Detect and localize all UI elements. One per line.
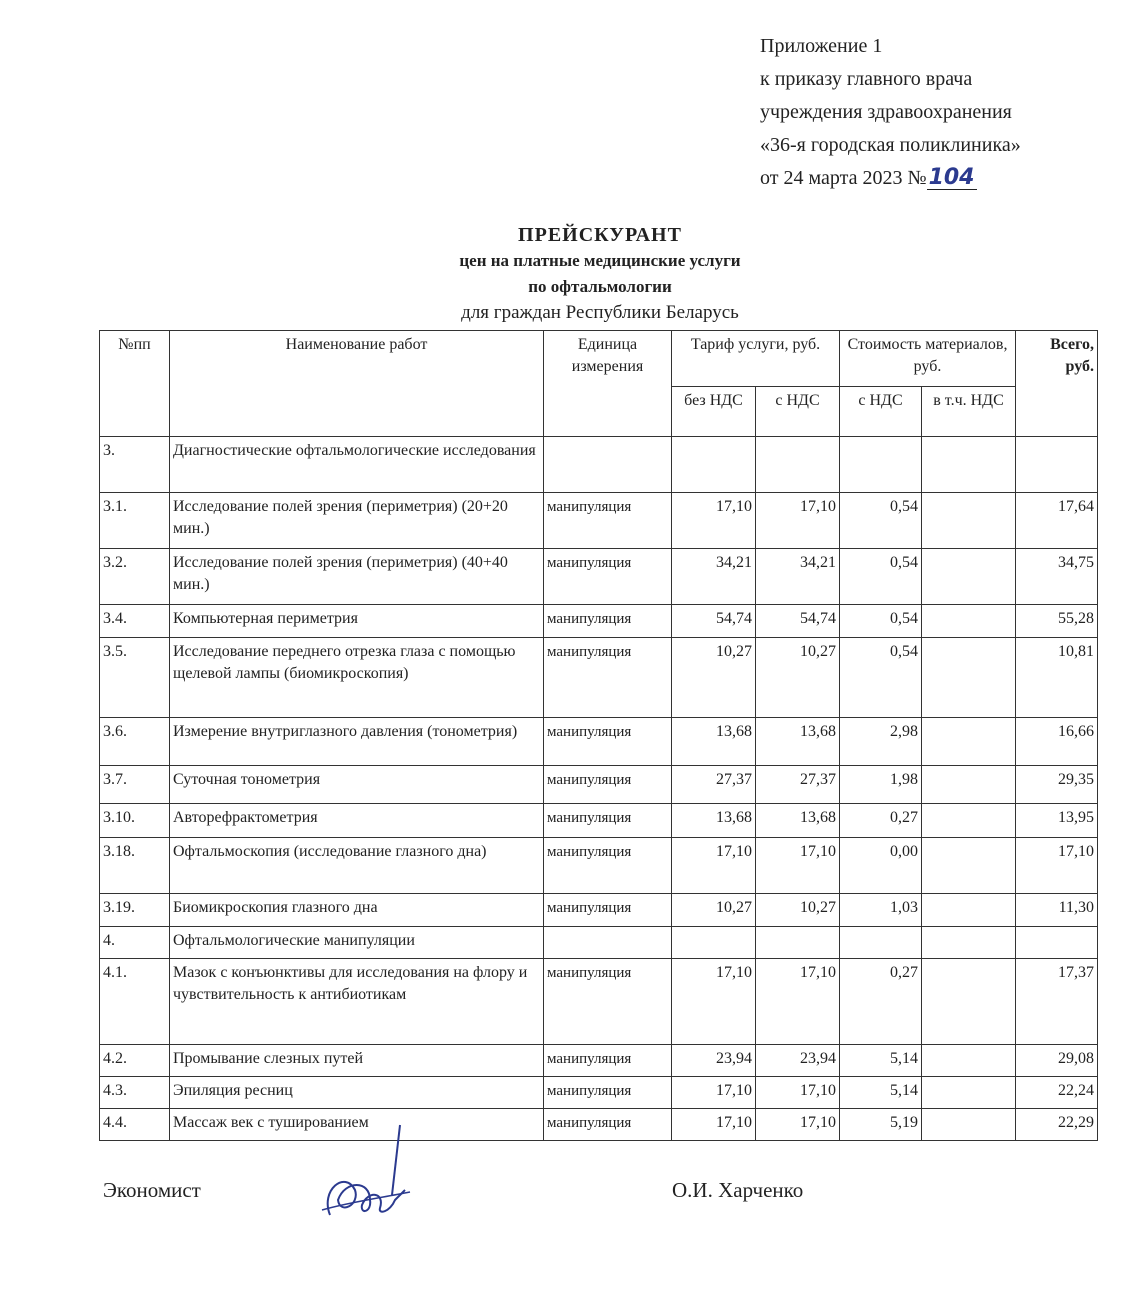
- cell-materials-vat: [922, 959, 1016, 1045]
- cell-num: 4.2.: [100, 1045, 170, 1077]
- cell-materials: 0,27: [840, 804, 922, 838]
- header-mat-with-vat: с НДС: [840, 387, 922, 437]
- cell-with-vat: 17,10: [756, 1077, 840, 1109]
- cell-with-vat: 10,27: [756, 894, 840, 927]
- price-table-body: [100, 437, 1098, 1141]
- cell-name: Офтальмоскопия (исследование глазного дна): [170, 838, 544, 894]
- table-row: [100, 493, 1098, 549]
- table-row-section: [100, 437, 1098, 493]
- table-row: [100, 1045, 1098, 1077]
- cell-total: 17,37: [1016, 959, 1098, 1045]
- cell-num: 4.: [100, 927, 170, 959]
- cell-no-vat: 34,21: [672, 549, 756, 605]
- cell-no-vat: 23,94: [672, 1045, 756, 1077]
- cell-unit: манипуляция: [544, 959, 672, 1045]
- appendix-date-line: [760, 162, 1021, 195]
- cell-materials-vat: [922, 766, 1016, 804]
- cell-with-vat: 17,10: [756, 493, 840, 549]
- cell-materials: 0,27: [840, 959, 922, 1045]
- appendix-line-4: «36-я городская поликлиника»: [760, 134, 1021, 156]
- cell-with-vat: 23,94: [756, 1045, 840, 1077]
- cell-unit: манипуляция: [544, 549, 672, 605]
- cell-no-vat: 17,10: [672, 959, 756, 1045]
- cell-unit: манипуляция: [544, 605, 672, 638]
- header-materials: Стоимость материалов, руб.: [840, 331, 1016, 387]
- cell-materials: 2,98: [840, 718, 922, 766]
- cell-name: Исследование полей зрения (периметрия) (40+40 мин.): [170, 549, 544, 605]
- cell-materials: 5,19: [840, 1109, 922, 1141]
- cell-total: 16,66: [1016, 718, 1098, 766]
- cell-name: Биомикроскопия глазного дна: [170, 894, 544, 927]
- cell-materials: 0,54: [840, 549, 922, 605]
- appendix-line-3: учреждения здравоохранения: [760, 101, 1012, 123]
- cell-unit: манипуляция: [544, 1077, 672, 1109]
- cell-with-vat: 54,74: [756, 605, 840, 638]
- cell-unit: манипуляция: [544, 766, 672, 804]
- cell-name: Мазок с конъюнктивы для исследования на флору и чувствительность к антибиотикам: [170, 959, 544, 1045]
- cell-materials-vat: [922, 1045, 1016, 1077]
- header-total: Всего, руб.: [1016, 331, 1098, 437]
- cell-num: 4.3.: [100, 1077, 170, 1109]
- cell-with-vat: 13,68: [756, 804, 840, 838]
- cell-unit: манипуляция: [544, 638, 672, 718]
- cell-total: 34,75: [1016, 549, 1098, 605]
- table-row: [100, 959, 1098, 1045]
- table-row: [100, 838, 1098, 894]
- cell-total: 17,10: [1016, 838, 1098, 894]
- cell-materials-vat: [922, 1109, 1016, 1141]
- cell-materials-vat: [922, 549, 1016, 605]
- cell-materials-vat: [922, 1077, 1016, 1109]
- cell-materials-vat: [922, 605, 1016, 638]
- cell-no-vat: 10,27: [672, 638, 756, 718]
- appendix-block: [760, 30, 1021, 195]
- cell-name: Диагностические офтальмологические исследования: [170, 437, 544, 493]
- cell-no-vat: 13,68: [672, 804, 756, 838]
- cell-materials: 5,14: [840, 1077, 922, 1109]
- appendix-line-2: к приказу главного врача: [760, 68, 973, 90]
- cell-materials-vat: [922, 894, 1016, 927]
- cell-with-vat: 17,10: [756, 1109, 840, 1141]
- cell-materials-vat: [922, 804, 1016, 838]
- cell-unit: манипуляция: [544, 493, 672, 549]
- cell-with-vat: 17,10: [756, 838, 840, 894]
- cell-materials-vat: [922, 638, 1016, 718]
- doc-title: ПРЕЙСКУРАНТ: [518, 224, 682, 246]
- cell-no-vat: 54,74: [672, 605, 756, 638]
- title-block: [300, 222, 900, 326]
- doc-subtitle-3: для граждан Республики Беларусь: [461, 302, 739, 323]
- cell-materials-vat: [922, 718, 1016, 766]
- cell-no-vat: 17,10: [672, 493, 756, 549]
- cell-total: 55,28: [1016, 605, 1098, 638]
- header-unit: Единица измерения: [544, 331, 672, 437]
- table-row: [100, 804, 1098, 838]
- cell-materials: 1,03: [840, 894, 922, 927]
- cell-num: 4.4.: [100, 1109, 170, 1141]
- table-row: [100, 894, 1098, 927]
- cell-with-vat: 34,21: [756, 549, 840, 605]
- cell-materials: 5,14: [840, 1045, 922, 1077]
- table-row: [100, 1109, 1098, 1141]
- cell-num: 3.18.: [100, 838, 170, 894]
- cell-name: Массаж век с тушированием: [170, 1109, 544, 1141]
- appendix-date: от 24 марта 2023 №: [760, 167, 927, 189]
- cell-name: Компьютерная периметрия: [170, 605, 544, 638]
- cell-total: 22,24: [1016, 1077, 1098, 1109]
- cell-num: 4.1.: [100, 959, 170, 1045]
- cell-materials: 0,00: [840, 838, 922, 894]
- cell-total: 22,29: [1016, 1109, 1098, 1141]
- cell-num: 3.1.: [100, 493, 170, 549]
- cell-total: 10,81: [1016, 638, 1098, 718]
- cell-with-vat: 17,10: [756, 959, 840, 1045]
- table-row: [100, 718, 1098, 766]
- cell-num: 3.2.: [100, 549, 170, 605]
- cell-total: 29,35: [1016, 766, 1098, 804]
- header-num: №пп: [100, 331, 170, 437]
- table-row: [100, 766, 1098, 804]
- table-row: [100, 1077, 1098, 1109]
- cell-name: Офтальмологические манипуляции: [170, 927, 544, 959]
- cell-materials-vat: [922, 493, 1016, 549]
- header-name: Наименование работ: [170, 331, 544, 437]
- cell-materials: 1,98: [840, 766, 922, 804]
- cell-with-vat: 10,27: [756, 638, 840, 718]
- table-row: [100, 549, 1098, 605]
- header-tariff: Тариф услуги, руб.: [672, 331, 840, 387]
- cell-name: Суточная тонометрия: [170, 766, 544, 804]
- cell-no-vat: 17,10: [672, 1109, 756, 1141]
- cell-name: Измерение внутриглазного давления (тонометрия): [170, 718, 544, 766]
- cell-unit: манипуляция: [544, 718, 672, 766]
- cell-name: Исследование переднего отрезка глаза с помощью щелевой лампы (биомикроскопия): [170, 638, 544, 718]
- cell-no-vat: 13,68: [672, 718, 756, 766]
- cell-unit: манипуляция: [544, 1045, 672, 1077]
- cell-materials: 0,54: [840, 605, 922, 638]
- cell-total: 13,95: [1016, 804, 1098, 838]
- cell-unit: манипуляция: [544, 1109, 672, 1141]
- cell-name: Исследование полей зрения (периметрия) (20+20 мин.): [170, 493, 544, 549]
- table-row: [100, 638, 1098, 718]
- cell-unit: манипуляция: [544, 804, 672, 838]
- header-no-vat: без НДС: [672, 387, 756, 437]
- cell-total: 29,08: [1016, 1045, 1098, 1077]
- cell-materials: 0,54: [840, 638, 922, 718]
- cell-no-vat: 17,10: [672, 1077, 756, 1109]
- cell-unit: манипуляция: [544, 838, 672, 894]
- cell-name: Авторефрактометрия: [170, 804, 544, 838]
- cell-num: 3.5.: [100, 638, 170, 718]
- doc-subtitle-2: по офтальмологии: [528, 277, 672, 296]
- cell-num: 3.6.: [100, 718, 170, 766]
- cell-total: 17,64: [1016, 493, 1098, 549]
- cell-with-vat: 27,37: [756, 766, 840, 804]
- cell-no-vat: 17,10: [672, 838, 756, 894]
- cell-name: Промывание слезных путей: [170, 1045, 544, 1077]
- cell-num: 3.7.: [100, 766, 170, 804]
- table-row: [100, 605, 1098, 638]
- table-row-section: [100, 927, 1098, 959]
- cell-with-vat: 13,68: [756, 718, 840, 766]
- price-table: [99, 330, 1098, 1141]
- appendix-line-1: Приложение 1: [760, 35, 883, 57]
- cell-materials-vat: [922, 838, 1016, 894]
- cell-no-vat: 10,27: [672, 894, 756, 927]
- signer-position: Экономист: [103, 1178, 201, 1202]
- cell-num: 3.19.: [100, 894, 170, 927]
- doc-subtitle-1: цен на платные медицинские услуги: [459, 251, 741, 270]
- cell-no-vat: 27,37: [672, 766, 756, 804]
- cell-materials: 0,54: [840, 493, 922, 549]
- order-number: 104: [928, 165, 975, 190]
- signer-name: О.И. Харченко: [672, 1178, 804, 1202]
- cell-unit: манипуляция: [544, 894, 672, 927]
- cell-num: 3.10.: [100, 804, 170, 838]
- header-with-vat: с НДС: [756, 387, 840, 437]
- header-incl-vat: в т.ч. НДС: [922, 387, 1016, 437]
- cell-num: 3.4.: [100, 605, 170, 638]
- cell-num: 3.: [100, 437, 170, 493]
- handwritten-signature: [300, 1120, 420, 1230]
- cell-total: 11,30: [1016, 894, 1098, 927]
- cell-name: Эпиляция ресниц: [170, 1077, 544, 1109]
